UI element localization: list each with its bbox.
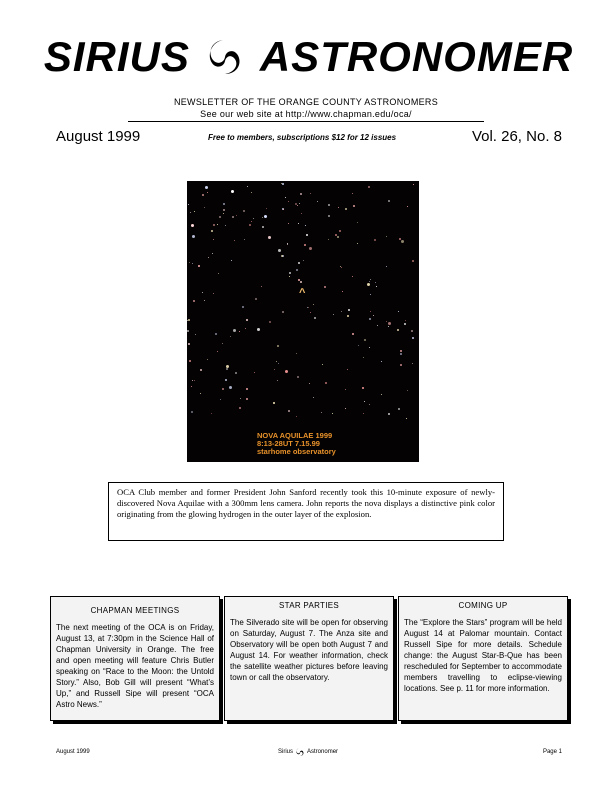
star-dot — [369, 318, 371, 320]
star-dot — [299, 203, 300, 204]
star-dot — [207, 359, 208, 360]
star-dot — [281, 255, 283, 257]
star-dot — [191, 411, 193, 413]
star-dot — [400, 353, 402, 355]
footer-title — [278, 747, 338, 757]
star-dot — [317, 201, 318, 202]
star-dot — [192, 380, 193, 381]
star-dot — [282, 311, 284, 313]
star-dot — [246, 319, 248, 321]
star-dot — [400, 364, 402, 366]
star-dot — [264, 215, 267, 218]
star-dot — [235, 372, 237, 374]
star-dot — [296, 269, 298, 271]
star-dot — [412, 337, 414, 339]
star-dot — [405, 320, 406, 321]
star-dot — [223, 209, 225, 211]
subhead — [120, 96, 492, 120]
star-dot — [208, 257, 209, 258]
star-dot — [370, 279, 371, 280]
star-dot — [338, 207, 339, 208]
issue-date: August 1999 — [56, 128, 141, 145]
star-dot — [307, 307, 308, 308]
star-dot — [388, 322, 391, 325]
star-dot — [289, 276, 290, 277]
coming-up-title: COMING UP — [458, 601, 508, 610]
star-dot — [283, 209, 284, 210]
star-dot — [187, 330, 189, 332]
star-dot — [213, 293, 214, 294]
star-dot — [253, 218, 254, 219]
star-dot — [277, 380, 278, 381]
star-dot — [255, 298, 257, 300]
star-dot — [347, 315, 349, 317]
star-dot — [341, 267, 342, 268]
star-dot — [219, 216, 221, 218]
star-dot — [345, 389, 346, 390]
star-dot — [243, 210, 245, 212]
photo-label — [257, 432, 336, 456]
star-dot — [296, 416, 297, 417]
star-dot — [213, 239, 214, 240]
header-rule — [128, 121, 484, 122]
star-dot — [340, 266, 341, 267]
star-dot — [202, 194, 204, 196]
star-dot — [188, 319, 190, 321]
star-dot — [222, 343, 223, 344]
star-dot — [274, 369, 275, 370]
star-dot — [309, 247, 312, 250]
star-dot — [328, 204, 330, 206]
star-dot — [364, 401, 365, 402]
star-dot — [324, 286, 326, 288]
star-dot — [310, 193, 311, 194]
star-dot — [288, 410, 290, 412]
star-dot — [407, 390, 408, 391]
star-dot — [348, 309, 350, 311]
star-dot — [212, 253, 213, 254]
star-parties-body: The Silverado site will be open for observing on Saturday, August 7. The Anza site and Observatory will be open both August 7 and August 14. For weather information, check the satellite weather pictures before leaving town or call the observatory. — [230, 618, 388, 682]
star-dot — [406, 418, 407, 419]
star-dot — [398, 408, 400, 410]
star-dot — [202, 292, 203, 293]
swirl-logo-icon — [204, 36, 246, 78]
star-dot — [188, 343, 190, 345]
star-dot — [367, 283, 370, 286]
chapman-meetings-title: CHAPMAN MEETINGS — [90, 606, 180, 615]
star-dot — [369, 404, 370, 405]
star-dot — [285, 370, 288, 373]
star-dot — [377, 325, 378, 326]
star-dot — [194, 380, 195, 381]
star-dot — [376, 286, 377, 287]
star-dot — [303, 260, 304, 261]
star-dot — [398, 311, 399, 312]
star-dot — [246, 398, 248, 400]
star-dot — [288, 201, 289, 202]
star-dot — [230, 336, 231, 337]
star-dot — [190, 212, 191, 213]
star-dot — [309, 383, 310, 384]
footer-title-left: Sirius — [278, 749, 294, 755]
photo-label-credit: starhome observatory — [257, 447, 336, 456]
star-dot — [188, 204, 189, 205]
star-dot — [223, 203, 225, 205]
star-dot — [194, 211, 195, 212]
star-dot — [399, 238, 401, 240]
star-dot — [192, 263, 193, 264]
star-dot — [262, 226, 264, 228]
star-dot — [273, 402, 275, 404]
star-dot — [369, 281, 370, 282]
star-dot — [368, 186, 370, 188]
star-dot — [189, 262, 190, 263]
star-dot — [295, 203, 297, 205]
footer-title-right: Astronomer — [307, 749, 339, 755]
star-dot — [191, 386, 192, 387]
star-dot — [412, 260, 414, 262]
star-dot — [310, 312, 311, 313]
star-dot — [374, 239, 376, 241]
star-dot — [411, 330, 413, 332]
star-parties-title: STAR PARTIES — [278, 601, 340, 610]
page-number: Page 1 — [542, 749, 562, 755]
star-dot — [261, 286, 262, 287]
star-dot — [325, 382, 327, 384]
star-dot — [400, 350, 402, 352]
star-dot — [381, 394, 382, 395]
star-dot — [306, 234, 308, 236]
star-dot — [231, 260, 232, 261]
star-dot — [373, 315, 374, 316]
star-dot — [282, 183, 284, 185]
star-dot — [328, 239, 329, 240]
issue-volume: Vol. 26, No. 8 — [471, 128, 562, 145]
star-dot — [342, 291, 343, 292]
star-dot — [386, 321, 387, 322]
star-dot — [381, 361, 382, 362]
star-dot — [352, 333, 354, 335]
star-dot — [412, 363, 413, 364]
star-dot — [413, 184, 414, 185]
star-dot — [364, 339, 366, 341]
star-dot — [304, 244, 306, 246]
star-dot — [205, 186, 208, 189]
subscription-note: Free to members, subscriptions $12 for 12 issues — [208, 133, 397, 142]
star-dot — [386, 266, 387, 267]
star-dot — [298, 262, 300, 264]
star-dot — [337, 236, 339, 238]
star-dot — [353, 205, 355, 207]
star-dot — [195, 334, 196, 335]
website-line[interactable]: See our web site at http://www.chapman.edu/oca/ — [200, 109, 412, 119]
star-dot — [262, 217, 263, 218]
star-dot — [369, 347, 370, 348]
star-dot — [313, 304, 314, 305]
star-dot — [211, 413, 212, 414]
star-dot — [247, 186, 248, 187]
star-dot — [222, 388, 224, 390]
star-dot — [251, 192, 252, 193]
star-dot — [322, 364, 323, 365]
star-dot — [189, 360, 191, 362]
star-dot — [192, 235, 195, 238]
star-dot — [388, 326, 389, 327]
star-dot — [200, 369, 202, 371]
coming-up-body: The “Explore the Stars” program will be held August 14 at Palomar mountain. Contact Russell Sipe for more details. Schedule change: the August Star-B-Que has been rescheduled for September to accommodate members travelling to eclipse-viewing locations. See p. 11 for more information. — [404, 618, 562, 693]
star-dot — [308, 307, 309, 308]
star-dot — [341, 311, 342, 312]
star-dot — [388, 200, 390, 202]
star-dot — [232, 216, 234, 218]
star-dot — [357, 222, 358, 223]
star-dot — [358, 345, 359, 346]
star-dot — [301, 213, 302, 214]
newsletter-org: NEWSLETTER OF THE ORANGE COUNTY ASTRONOMERS — [173, 97, 439, 107]
star-dot — [296, 353, 297, 354]
star-dot — [313, 397, 314, 398]
star-dot — [363, 413, 364, 414]
star-dot — [352, 276, 353, 277]
star-dot — [404, 323, 406, 325]
star-dot — [207, 192, 208, 193]
star-dot — [193, 300, 195, 302]
star-dot — [226, 365, 229, 368]
star-dot — [217, 351, 218, 352]
footer-date: August 1999 — [56, 749, 90, 755]
star-dot — [297, 205, 298, 206]
star-dot — [233, 329, 236, 332]
star-dot — [269, 321, 271, 323]
star-dot — [218, 273, 219, 274]
star-dot — [242, 306, 244, 308]
star-dot — [225, 225, 226, 226]
star-dot — [328, 215, 330, 217]
star-dot — [239, 331, 240, 332]
star-dot — [236, 215, 237, 216]
coming-up-box — [398, 596, 568, 721]
star-dot — [198, 265, 200, 267]
star-dot — [386, 236, 387, 237]
star-dot — [288, 223, 289, 224]
star-dot — [321, 412, 322, 413]
star-dot — [204, 207, 205, 208]
star-dot — [277, 345, 279, 347]
star-dot — [278, 363, 279, 364]
star-dot — [211, 230, 213, 232]
star-dot — [215, 333, 217, 335]
star-dot — [287, 244, 288, 245]
star-dot — [401, 240, 404, 243]
star-dot — [229, 386, 232, 389]
star-dot — [300, 281, 302, 283]
star-dot — [285, 197, 286, 198]
star-dot — [239, 407, 241, 409]
star-dot — [217, 224, 218, 225]
chapman-meetings-body: The next meeting of the OCA is on Friday, August 13, at 7:30pm in the Science Hall of Chapman University in Orange. The free and open meeting will feature Chris Butler speaking on “Race to the Moon: the Untold Story.” Also, Bob Gill will present “What’s Up,” and Russell Sipe will present “OCA Astro News.” — [56, 623, 214, 709]
star-dot — [298, 223, 299, 224]
page-footer — [56, 747, 562, 759]
star-dot — [363, 357, 364, 358]
star-dot — [251, 221, 252, 222]
star-dot — [278, 249, 281, 252]
star-dot — [347, 369, 348, 370]
star-dot — [332, 413, 333, 414]
star-dot — [305, 225, 306, 226]
nova-photo — [187, 181, 419, 462]
star-dot — [245, 328, 246, 329]
star-dot — [220, 399, 221, 400]
star-dot — [226, 368, 228, 370]
star-dot — [231, 190, 234, 193]
star-dot — [200, 393, 201, 394]
star-dot — [281, 183, 282, 184]
swirl-small-icon — [295, 747, 305, 757]
star-dot — [289, 272, 291, 274]
issue-row — [56, 128, 562, 148]
chapman-meetings-box — [50, 596, 220, 721]
star-dot — [333, 314, 334, 315]
star-dot — [213, 224, 215, 226]
star-dot — [223, 213, 224, 214]
star-dot — [225, 379, 227, 381]
star-dot — [244, 239, 245, 240]
star-dot — [370, 311, 371, 312]
star-dot — [257, 328, 260, 331]
star-dot — [240, 398, 241, 399]
star-dot — [375, 282, 376, 283]
star-dot — [249, 224, 251, 226]
star-dot — [276, 361, 277, 362]
photo-label-time: 8:13-28UT 7.15.99 — [257, 439, 320, 448]
star-dot — [345, 408, 346, 409]
star-dot — [397, 329, 399, 331]
nova-marker: ^ — [299, 287, 306, 299]
photo-label-title: NOVA AQUILAE 1999 — [257, 431, 333, 440]
star-dot — [352, 193, 353, 194]
star-dot — [362, 387, 364, 389]
star-dot — [388, 413, 390, 415]
star-dot — [204, 300, 205, 301]
masthead — [43, 28, 574, 86]
star-dot — [246, 388, 248, 390]
star-dot — [370, 294, 371, 295]
star-dot — [345, 208, 347, 210]
star-dot — [314, 317, 316, 319]
star-dot — [357, 243, 358, 244]
star-dot — [297, 376, 299, 378]
star-dot — [407, 206, 408, 207]
star-dot — [339, 230, 341, 232]
star-dot — [266, 208, 267, 209]
masthead-astronomer: ASTRONOMER — [259, 33, 574, 80]
star-dot — [254, 372, 255, 373]
star-parties-box — [224, 596, 394, 721]
star-dot — [300, 193, 302, 195]
star-dot — [191, 224, 194, 227]
photo-caption: OCA Club member and former President John Sanford recently took this 10-minute exposure of newly-discovered Nova Aquilae with a 300mm lens camera. John reports the nova displays a distinctive pink color originating from the glowing hydrogen in the outer layer of the explosion. — [108, 482, 504, 541]
star-dot — [234, 240, 235, 241]
star-dot — [268, 236, 271, 239]
masthead-sirius: SIRIUS — [43, 33, 190, 80]
